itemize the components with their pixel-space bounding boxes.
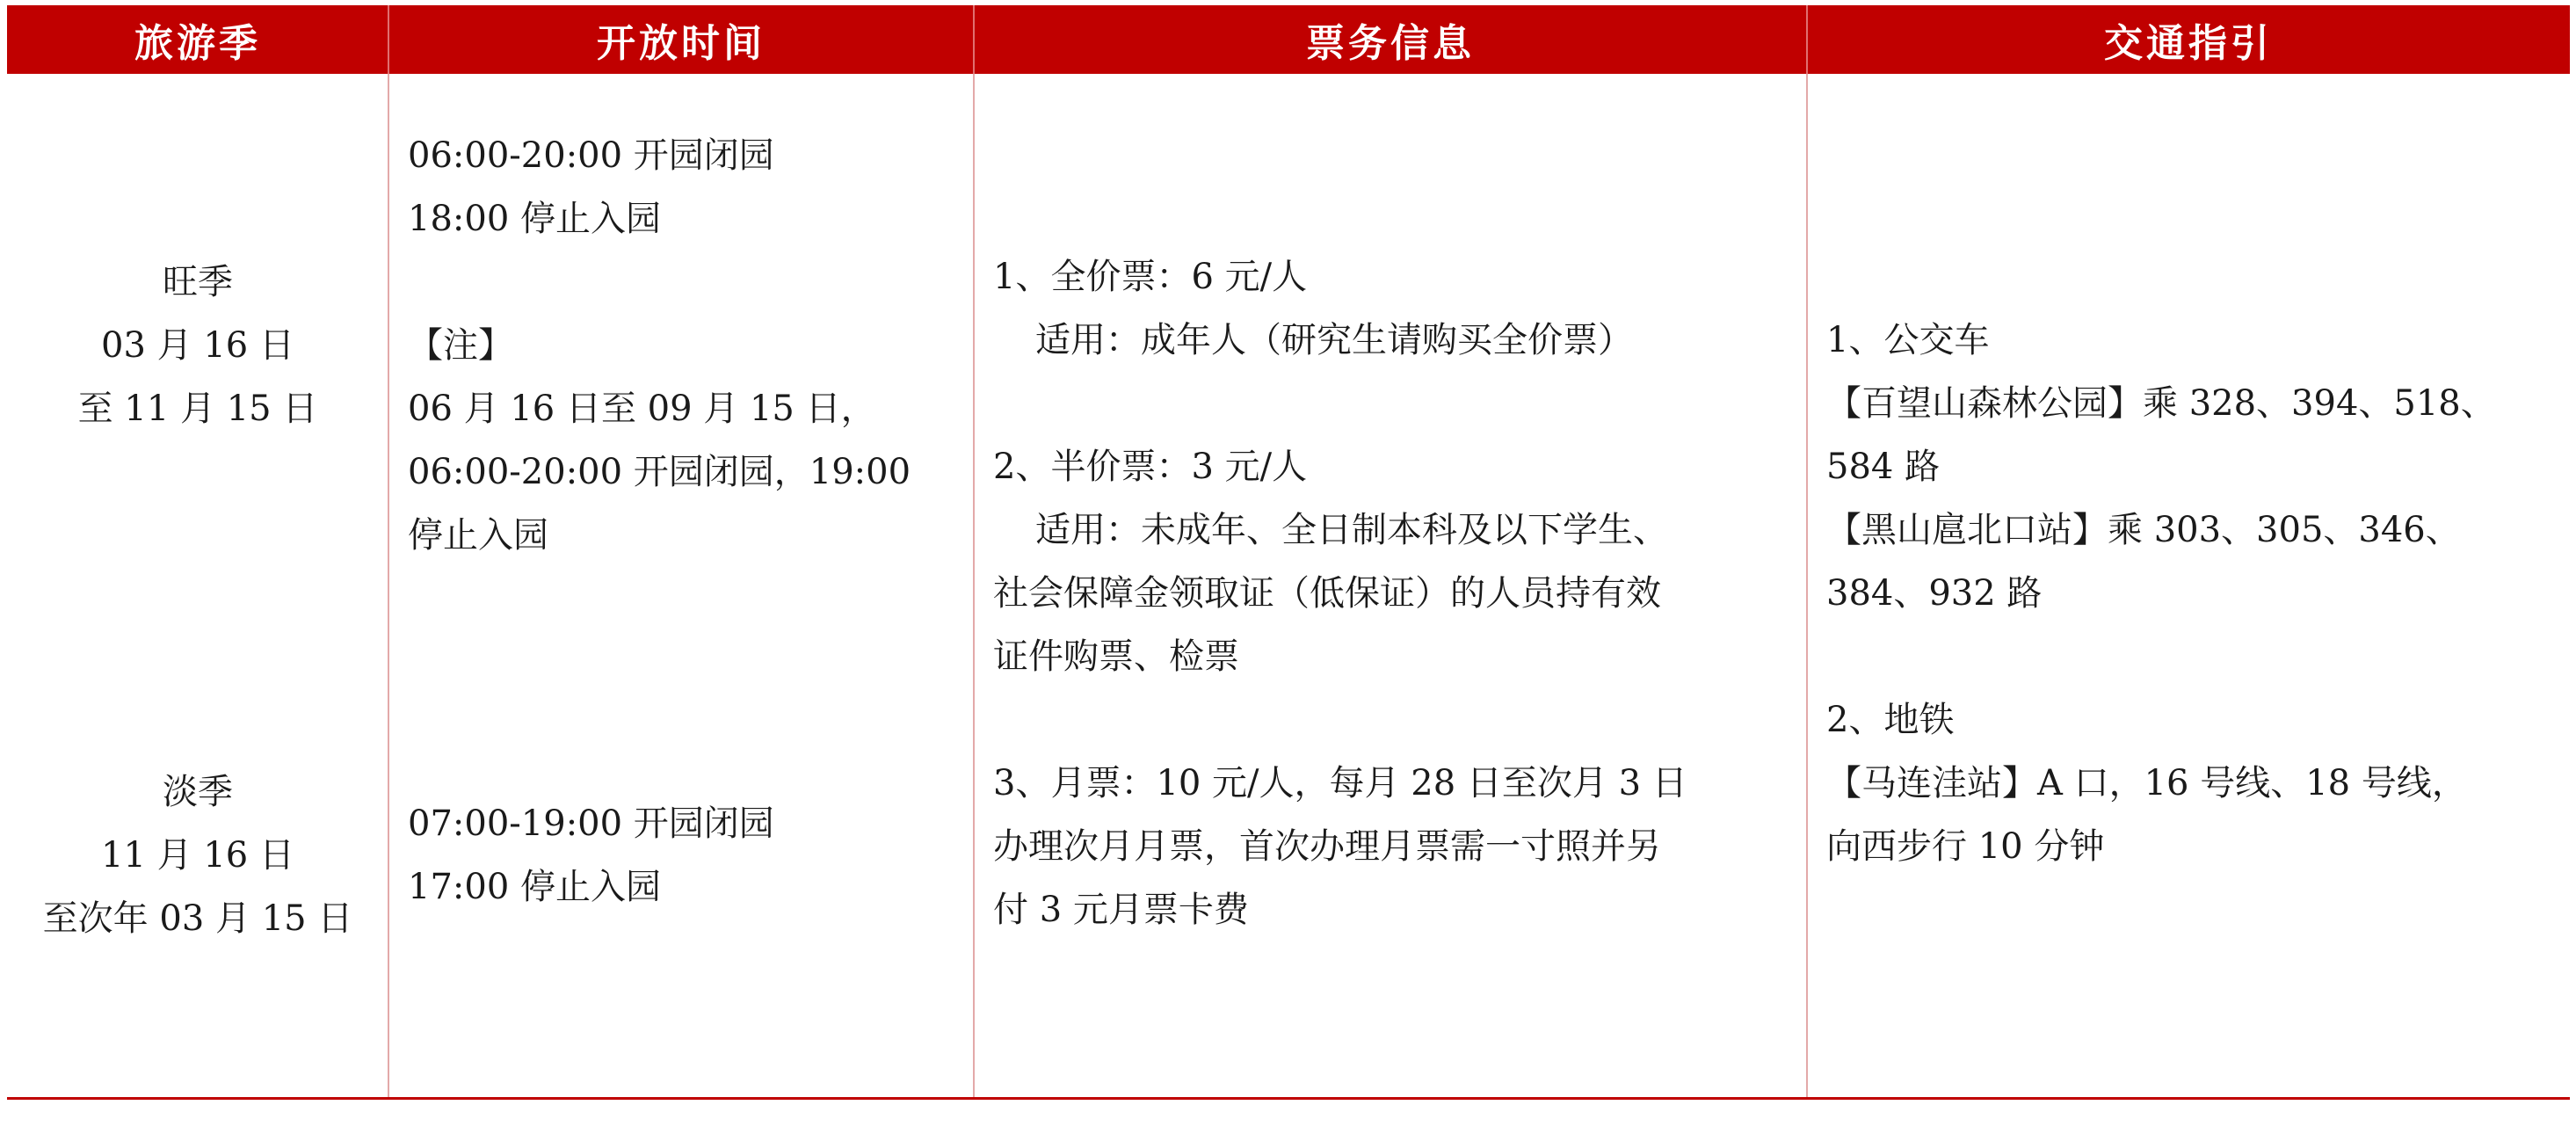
column-divider bbox=[1806, 74, 1808, 1099]
transport-line: 向西步行 10 分钟 bbox=[1826, 826, 2105, 867]
ticket-line: 1、全价票：6 元/人 bbox=[993, 257, 1308, 297]
season-offpeak-name: 淡季 bbox=[163, 772, 233, 812]
transport-line: 2、地铁 bbox=[1826, 700, 1955, 740]
season-offpeak-start: 11 月 16 日 bbox=[101, 835, 294, 876]
hours-note-label: 【注】 bbox=[408, 325, 513, 366]
hours-peak-line: 06:00-20:00 开园闭园 bbox=[408, 135, 774, 176]
table-header bbox=[7, 5, 2570, 74]
hours-offpeak-line: 17:00 停止入园 bbox=[408, 867, 661, 907]
ticket-line: 付 3 元月票卡费 bbox=[993, 890, 1249, 930]
ticket-line: 适用：成年人（研究生请购买全价票） bbox=[1035, 320, 1633, 360]
season-offpeak-end: 至次年 03 月 15 日 bbox=[42, 898, 353, 939]
ticket-line: 3、月票：10 元/人，每月 28 日至次月 3 日 bbox=[993, 763, 1687, 803]
season-peak-start: 03 月 16 日 bbox=[101, 325, 294, 366]
header-divider bbox=[1806, 5, 1808, 74]
transport-line: 384、932 路 bbox=[1826, 573, 2043, 614]
hours-offpeak-line: 07:00-19:00 开园闭园 bbox=[408, 803, 774, 844]
hours-note-line: 06 月 16 日至 09 月 15 日， bbox=[408, 389, 876, 429]
header-hours: 开放时间 bbox=[597, 21, 766, 66]
header-divider bbox=[973, 5, 975, 74]
header-season: 旅游季 bbox=[134, 21, 261, 66]
header-divider bbox=[388, 5, 389, 74]
transport-line: 584 路 bbox=[1826, 447, 1941, 487]
ticket-line: 证件购票、检票 bbox=[993, 636, 1239, 677]
info-table bbox=[7, 5, 2570, 1099]
transport-line: 【黑山扈北口站】乘 303、305、346、 bbox=[1826, 510, 2461, 550]
ticket-line: 社会保障金领取证（低保证）的人员持有效 bbox=[993, 573, 1661, 614]
season-peak-name: 旺季 bbox=[163, 262, 233, 302]
table-bottom-border bbox=[7, 1097, 2570, 1100]
column-divider bbox=[388, 74, 389, 1099]
hours-note-line: 06:00-20:00 开园闭园，19:00 bbox=[408, 452, 911, 492]
transport-line: 【百望山森林公园】乘 328、394、518、 bbox=[1826, 383, 2496, 424]
header-transport: 交通指引 bbox=[2104, 21, 2273, 66]
transport-line: 【马连洼站】A 口，16 号线、18 号线， bbox=[1826, 763, 2467, 803]
hours-note-line: 停止入园 bbox=[408, 515, 548, 556]
ticket-line: 适用：未成年、全日制本科及以下学生、 bbox=[1035, 510, 1668, 550]
ticket-line: 2、半价票：3 元/人 bbox=[993, 447, 1308, 487]
transport-line: 1、公交车 bbox=[1826, 320, 1990, 360]
ticket-line: 办理次月月票，首次办理月票需一寸照并另 bbox=[993, 826, 1661, 867]
hours-peak-line: 18:00 停止入园 bbox=[408, 199, 661, 239]
column-divider bbox=[973, 74, 975, 1099]
header-tickets: 票务信息 bbox=[1306, 21, 1475, 66]
season-peak-end: 至 11 月 15 日 bbox=[77, 389, 318, 429]
